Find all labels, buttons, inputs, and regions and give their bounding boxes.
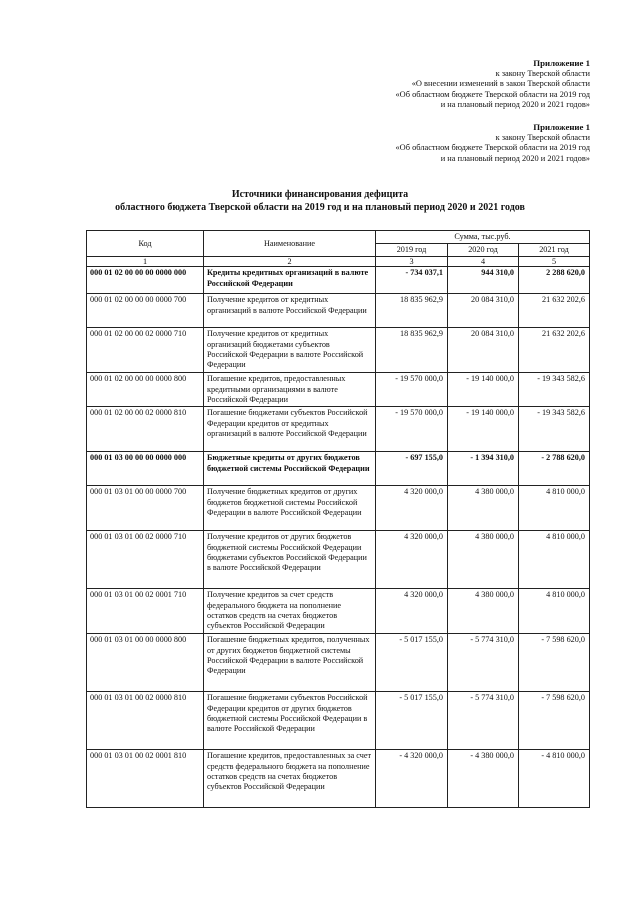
header-code: Код	[87, 231, 204, 257]
amount-2020-cell: - 19 140 000,0	[448, 373, 519, 407]
amount-2021-cell: 4 810 000,0	[519, 589, 590, 634]
code-cell: 000 01 03 01 00 00 0000 800	[87, 634, 204, 692]
header-2020: 2020 год	[448, 244, 519, 257]
annex-2-line: к закону Тверской области	[495, 132, 590, 142]
amount-2019-cell: 18 835 962,9	[376, 328, 448, 373]
code-cell: 000 01 02 00 00 02 0000 810	[87, 407, 204, 452]
amount-2019-cell: 4 320 000,0	[376, 531, 448, 589]
table-row	[87, 589, 590, 634]
code-cell: 000 01 02 00 00 00 0000 800	[87, 373, 204, 407]
amount-2021-cell: 21 632 202,6	[519, 294, 590, 328]
amount-2019-cell: 18 835 962,9	[376, 294, 448, 328]
table-row	[87, 750, 590, 808]
amount-2020-cell: 4 380 000,0	[448, 486, 519, 531]
table-row	[87, 634, 590, 692]
annex-1-line: к закону Тверской области	[495, 68, 590, 78]
annex-1-line: «О внесении изменений в закон Тверской области	[411, 79, 590, 89]
name-cell: Погашение кредитов, предоставленных за счет средств федерального бюджета на пополнение остатков средств на счетах бюджетов субъектов Российской Федерации	[204, 750, 376, 808]
name-cell: Погашение бюджетами субъектов Российской Федерации кредитов от других бюджетов бюджетной системы Российской Федерации в валюте Российской Федерации	[204, 692, 376, 750]
code-cell: 000 01 03 01 00 02 0000 710	[87, 531, 204, 589]
amount-2019-cell: - 19 570 000,0	[376, 373, 448, 407]
column-number: 3	[376, 257, 448, 267]
table-row	[87, 531, 590, 589]
table-row	[87, 328, 590, 373]
amount-2021-cell: - 19 343 582,6	[519, 407, 590, 452]
table-row	[87, 267, 590, 294]
column-number: 5	[519, 257, 590, 267]
annex-1-line: «Об областном бюджете Тверской области на 2019 год	[395, 89, 590, 99]
annex-2-line: «Об областном бюджете Тверской области на 2019 год	[395, 143, 590, 153]
name-cell: Получение кредитов от других бюджетов бюджетной системы Российской Федерации бюджетами субъектов Российской Федерации в валюте Российской Федерации	[204, 531, 376, 589]
amount-2020-cell: 944 310,0	[448, 267, 519, 294]
table-row	[87, 486, 590, 531]
table-row	[87, 373, 590, 407]
amount-2020-cell: - 5 774 310,0	[448, 692, 519, 750]
header-sum: Сумма, тыс.руб.	[376, 231, 590, 244]
name-cell: Получение кредитов от кредитных организаций в валюте Российской Федерации	[204, 294, 376, 328]
amount-2021-cell: 2 288 620,0	[519, 267, 590, 294]
code-cell: 000 01 02 00 00 02 0000 710	[87, 328, 204, 373]
code-cell: 000 01 03 01 00 00 0000 700	[87, 486, 204, 531]
amount-2021-cell: - 4 810 000,0	[519, 750, 590, 808]
column-number: 1	[87, 257, 204, 267]
name-cell: Получение бюджетных кредитов от других бюджетов бюджетной системы Российской Федерации в валюте Российской Федерации	[204, 486, 376, 531]
table-row	[87, 294, 590, 328]
name-cell: Погашение бюджетами субъектов Российской Федерации кредитов от кредитных организаций в валюте Российской Федерации	[204, 407, 376, 452]
table-row	[87, 452, 590, 486]
amount-2020-cell: - 1 394 310,0	[448, 452, 519, 486]
amount-2021-cell: - 19 343 582,6	[519, 373, 590, 407]
amount-2021-cell: 21 632 202,6	[519, 328, 590, 373]
annex-2-line: и на плановый период 2020 и 2021 годов»	[440, 153, 590, 163]
amount-2020-cell: 4 380 000,0	[448, 589, 519, 634]
name-cell: Погашение бюджетных кредитов, полученных от других бюджетов бюджетной системы Российской Федерации в валюте Российской Федерации	[204, 634, 376, 692]
financing-sources-table	[86, 230, 590, 808]
code-cell: 000 01 03 01 00 02 0001 710	[87, 589, 204, 634]
annex-2-heading: Приложение 1	[533, 122, 590, 132]
amount-2019-cell: 4 320 000,0	[376, 486, 448, 531]
amount-2021-cell: - 7 598 620,0	[519, 634, 590, 692]
amount-2020-cell: - 5 774 310,0	[448, 634, 519, 692]
amount-2019-cell: - 697 155,0	[376, 452, 448, 486]
document-title	[0, 188, 640, 214]
amount-2021-cell: 4 810 000,0	[519, 486, 590, 531]
annex-1-heading: Приложение 1	[533, 58, 590, 68]
amount-2021-cell: - 2 788 620,0	[519, 452, 590, 486]
amount-2019-cell: - 734 037,1	[376, 267, 448, 294]
header-2019: 2019 год	[376, 244, 448, 257]
annex-1-block	[395, 58, 590, 111]
table-row	[87, 407, 590, 452]
amount-2020-cell: - 19 140 000,0	[448, 407, 519, 452]
column-number: 2	[204, 257, 376, 267]
code-cell: 000 01 02 00 00 00 0000 700	[87, 294, 204, 328]
code-cell: 000 01 03 01 00 02 0001 810	[87, 750, 204, 808]
table-body	[87, 267, 590, 808]
name-cell: Получение кредитов за счет средств федерального бюджета на пополнение остатков средств на счетах бюджетов субъектов Российской Федерации	[204, 589, 376, 634]
name-cell: Получение кредитов от кредитных организаций бюджетами субъектов Российской Федерации в валюте Российской Федерации	[204, 328, 376, 373]
name-cell: Погашение кредитов, предоставленных кредитными организациями в валюте Российской Федерации	[204, 373, 376, 407]
title-line-2: областного бюджета Тверской области на 2019 год и на плановый период 2020 и 2021 годов	[115, 202, 525, 213]
code-cell: 000 01 02 00 00 00 0000 000	[87, 267, 204, 294]
amount-2019-cell: 4 320 000,0	[376, 589, 448, 634]
amount-2020-cell: 4 380 000,0	[448, 531, 519, 589]
code-cell: 000 01 03 01 00 02 0000 810	[87, 692, 204, 750]
name-cell: Бюджетные кредиты от других бюджетов бюджетной системы Российской Федерации	[204, 452, 376, 486]
annex-2-block	[395, 122, 590, 164]
amount-2019-cell: - 5 017 155,0	[376, 634, 448, 692]
table-row	[87, 692, 590, 750]
column-number-row	[87, 257, 590, 267]
amount-2019-cell: - 19 570 000,0	[376, 407, 448, 452]
amount-2020-cell: - 4 380 000,0	[448, 750, 519, 808]
header-name: Наименование	[204, 231, 376, 257]
column-number: 4	[448, 257, 519, 267]
amount-2019-cell: - 4 320 000,0	[376, 750, 448, 808]
name-cell: Кредиты кредитных организаций в валюте Российской Федерации	[204, 267, 376, 294]
title-line-1: Источники финансирования дефицита	[231, 189, 409, 200]
amount-2021-cell: 4 810 000,0	[519, 531, 590, 589]
code-cell: 000 01 03 00 00 00 0000 000	[87, 452, 204, 486]
amount-2020-cell: 20 084 310,0	[448, 294, 519, 328]
annex-1-line: и на плановый период 2020 и 2021 годов»	[440, 100, 590, 110]
amount-2020-cell: 20 084 310,0	[448, 328, 519, 373]
amount-2019-cell: - 5 017 155,0	[376, 692, 448, 750]
amount-2021-cell: - 7 598 620,0	[519, 692, 590, 750]
header-2021: 2021 год	[519, 244, 590, 257]
